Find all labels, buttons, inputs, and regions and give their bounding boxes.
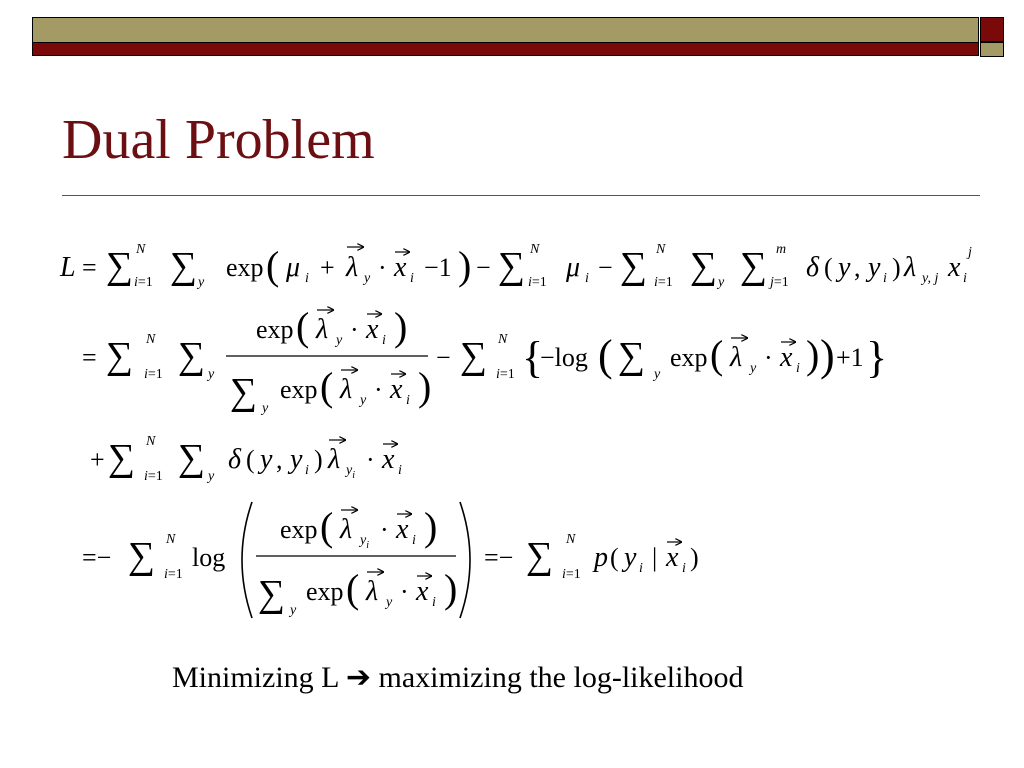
svg-text:y: y [868, 252, 881, 283]
svg-text:·: · [374, 375, 383, 404]
svg-text:∑: ∑ [690, 245, 718, 287]
svg-text:i: i [406, 393, 410, 408]
svg-text:x: x [666, 542, 679, 573]
svg-text:−: − [598, 253, 613, 282]
svg-text:j=1: j=1 [770, 275, 789, 290]
svg-text:δ: δ [806, 252, 820, 283]
svg-text:i=1: i=1 [144, 469, 163, 484]
svg-text:yi: $y_i$ [360, 533, 369, 551]
svg-text:∑: ∑ [108, 437, 136, 479]
svg-text:∑: ∑ [106, 335, 134, 377]
svg-text:∑: ∑ [230, 371, 258, 413]
svg-text:μ: μ [286, 252, 301, 283]
svg-text:N: N [166, 532, 176, 547]
svg-text:·: · [350, 315, 359, 344]
equation-line-3 [90, 434, 402, 484]
svg-text:y: y [750, 361, 757, 376]
svg-text:y: y [198, 275, 205, 290]
caption-text-after: maximizing the log-likelihood [378, 661, 744, 694]
svg-text:=−: =− [82, 543, 112, 572]
svg-text:L: L [60, 252, 76, 283]
svg-text:): ) [806, 332, 820, 377]
svg-text:i: i [963, 271, 967, 286]
svg-text:+: + [320, 253, 335, 282]
svg-text:j: j [968, 245, 972, 260]
svg-text:x: x [382, 444, 395, 475]
svg-text:−1: −1 [424, 253, 452, 282]
svg-text:λ: λ [904, 252, 917, 283]
svg-text:i: i [682, 561, 686, 576]
svg-text:δ: δ [228, 444, 242, 475]
svg-text:): ) [314, 445, 323, 474]
svg-text:,: , [854, 253, 861, 282]
svg-text:(: ( [320, 364, 334, 409]
svg-text:N: N [530, 242, 540, 257]
svg-text:): ) [690, 543, 699, 572]
svg-text:): ) [458, 243, 472, 288]
svg-text:·: · [400, 577, 409, 606]
svg-text:∑: ∑ [498, 245, 526, 287]
svg-text:∑: ∑ [620, 245, 648, 287]
svg-text:): ) [418, 364, 432, 409]
svg-text:exp: exp [670, 343, 708, 372]
svg-text:i: i [412, 533, 416, 548]
svg-text:(: ( [246, 445, 255, 474]
svg-text:y: y [260, 444, 273, 475]
svg-text:y: y [360, 393, 367, 408]
svg-text:|: | [652, 543, 658, 572]
svg-text:∑: ∑ [170, 245, 198, 287]
svg-text:): ) [892, 253, 901, 282]
svg-text:i=1: i=1 [134, 275, 153, 290]
svg-text:y: y [654, 367, 661, 382]
svg-text:,: , [276, 445, 283, 474]
svg-text:λ: λ [316, 314, 329, 345]
svg-text:λ: λ [346, 252, 359, 283]
svg-text:=: = [82, 253, 97, 282]
svg-text:exp: exp [226, 253, 264, 282]
svg-text:x: x [396, 514, 409, 545]
svg-text:∑: ∑ [128, 535, 156, 577]
svg-text:x: x [780, 342, 793, 373]
svg-text:i=1: i=1 [144, 367, 163, 382]
equation-line-2 [82, 304, 887, 416]
svg-text:·: · [380, 515, 389, 544]
svg-text:·: · [378, 253, 387, 282]
svg-text:i: i [410, 271, 414, 286]
svg-text:i: i [398, 463, 402, 478]
svg-text:exp: exp [280, 375, 318, 404]
svg-text:x: x [394, 252, 407, 283]
svg-text:∑: ∑ [106, 245, 134, 287]
svg-text:): ) [394, 304, 408, 349]
svg-text:i: i [305, 271, 309, 286]
svg-text:+: + [90, 445, 105, 474]
svg-text:exp: exp [280, 515, 318, 544]
svg-text:−: − [476, 253, 491, 282]
svg-text:λ: λ [328, 444, 341, 475]
svg-text:y: y [208, 367, 215, 382]
svg-text:·: · [764, 343, 773, 372]
svg-text:): ) [424, 504, 438, 549]
svg-text:(: ( [824, 253, 833, 282]
svg-text:λ: λ [340, 514, 353, 545]
svg-text:(: ( [266, 243, 280, 288]
svg-text:i=1: i=1 [496, 367, 515, 382]
equation-line-1 [59, 242, 972, 290]
svg-text:}: } [866, 333, 888, 382]
svg-text:∑: ∑ [618, 335, 646, 377]
svg-text:y: y [718, 275, 725, 290]
svg-text:log: log [192, 543, 226, 572]
svg-text:exp: exp [256, 315, 294, 344]
svg-text:y: y [336, 333, 343, 348]
svg-text:λ: λ [730, 342, 743, 373]
svg-text:): ) [444, 566, 458, 611]
svg-text:i=1: i=1 [654, 275, 673, 290]
svg-text:m: m [776, 242, 787, 257]
svg-text:N: N [498, 332, 508, 347]
svg-text:y: y [624, 542, 637, 573]
svg-text:(: ( [710, 332, 724, 377]
svg-text:∑: ∑ [526, 535, 554, 577]
arrow-icon: ➔ [345, 661, 372, 694]
slide-caption [172, 660, 743, 695]
svg-text:(: ( [320, 504, 334, 549]
svg-text:y: y [290, 444, 303, 475]
svg-text:{: { [522, 333, 544, 382]
svg-text:y: y [364, 271, 371, 286]
svg-text:exp: exp [306, 577, 344, 606]
svg-text:x: x [948, 252, 961, 283]
svg-text:−: − [436, 343, 451, 372]
svg-text:i: i [432, 595, 436, 610]
caption-text-before: Minimizing L [172, 661, 339, 694]
slide-title: Dual Problem [62, 109, 375, 171]
svg-text:(: ( [610, 543, 619, 572]
svg-text:i: i [796, 361, 800, 376]
svg-text:i=1: i=1 [562, 567, 581, 582]
svg-text:λ: λ [366, 576, 379, 607]
svg-text:λ: λ [340, 374, 353, 405]
svg-text:y: y [386, 595, 393, 610]
svg-text:∑: ∑ [258, 573, 286, 615]
svg-text:x: x [390, 374, 403, 405]
svg-text:i: i [382, 333, 386, 348]
svg-text:N: N [146, 332, 156, 347]
svg-text:yi: $y_i$ [346, 463, 355, 481]
svg-text:=−: =− [484, 543, 514, 572]
svg-text:y: y [290, 603, 297, 618]
svg-text:∑: ∑ [460, 335, 488, 377]
svg-text:y: y [208, 469, 215, 484]
svg-text:·: · [366, 445, 375, 474]
svg-text:i: i [639, 561, 643, 576]
svg-text:y: y [838, 252, 851, 283]
equation-line-4 [82, 502, 699, 618]
svg-text:(: ( [296, 304, 310, 349]
svg-text:i: i [585, 271, 589, 286]
svg-text:N: N [146, 434, 156, 449]
svg-text:i: i [305, 463, 309, 478]
svg-text:x: x [366, 314, 379, 345]
svg-text:∑: ∑ [178, 335, 206, 377]
svg-text:y, j: y, j [922, 271, 939, 286]
svg-text:x: x [416, 576, 429, 607]
svg-text:(: ( [346, 566, 360, 611]
svg-text:): ) [820, 331, 835, 380]
svg-text:μ: μ [566, 252, 581, 283]
svg-text:∑: ∑ [178, 437, 206, 479]
svg-text:N: N [566, 532, 576, 547]
svg-text:∑: ∑ [740, 245, 768, 287]
svg-text:N: N [136, 242, 146, 257]
svg-text:+1: +1 [836, 343, 864, 372]
svg-text:i=1: i=1 [164, 567, 183, 582]
svg-text:N: N [656, 242, 666, 257]
svg-text:i=1: i=1 [528, 275, 547, 290]
svg-text:=: = [82, 343, 97, 372]
svg-text:(: ( [598, 331, 613, 380]
svg-text:i: i [883, 271, 887, 286]
svg-text:−log: −log [540, 343, 588, 372]
svg-text:p: p [594, 542, 608, 573]
svg-text:y: y [262, 401, 269, 416]
